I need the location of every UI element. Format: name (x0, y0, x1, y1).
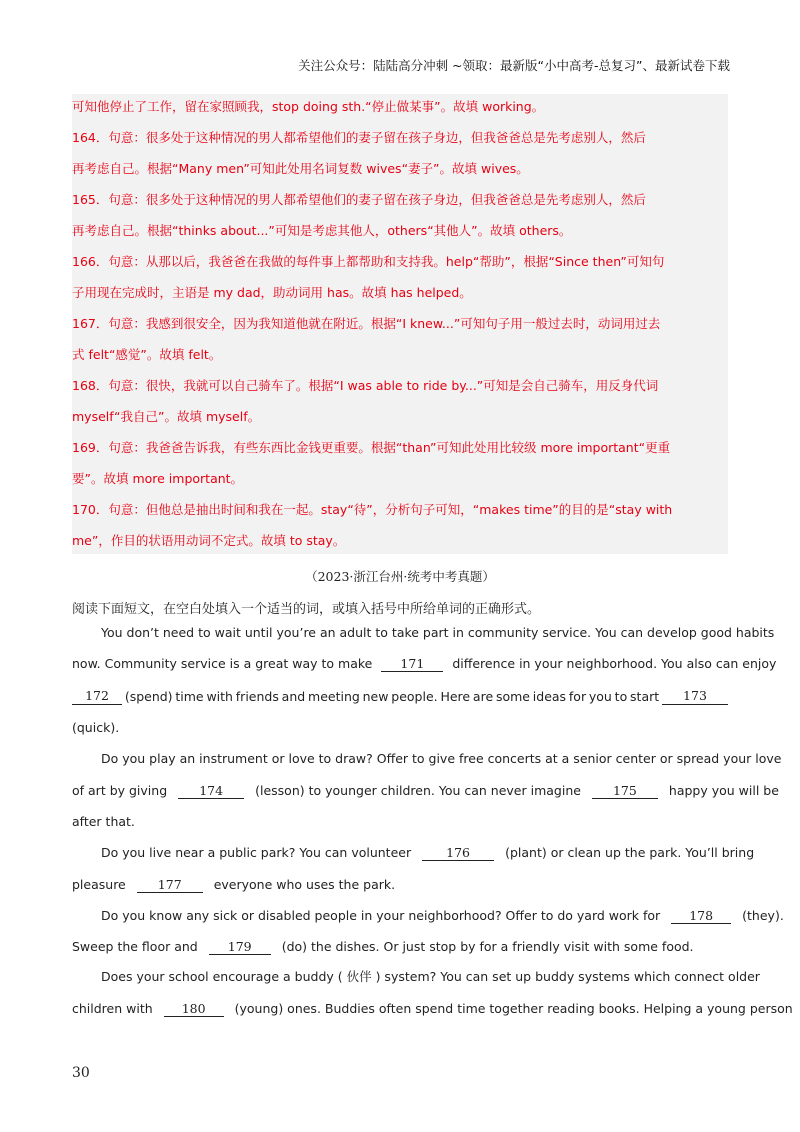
page-header: 关注公众号：陆陆高分冲刺 ~领取：最新版“小中高考-总复习”、最新试卷下载 (298, 58, 730, 73)
passage-text: happy you will be (668, 783, 779, 798)
passage-word: with (206, 689, 233, 704)
passage-word: you (588, 689, 612, 704)
passage-line (101, 845, 755, 861)
passage-word: start (630, 689, 660, 704)
passage-text: (do) the dishes. Or just stop by for a friendly visit with some food. (281, 939, 694, 954)
blank-174[interactable]: 174 (178, 784, 244, 799)
passage-line (72, 877, 728, 893)
answer-line: 式 felt“感觉”。故填 felt。 (72, 347, 222, 362)
answer-line: 169．句意：我爸爸告诉我，有些东西比金钱更重要。根据“than”可知此处用比较级 more important“更重 (72, 440, 671, 455)
answer-line: 要”。故填 more important。 (72, 471, 244, 486)
passage-line: You don’t need to wait until you’re an adult to take part in community service. You can develop good habits (101, 625, 775, 640)
passage-text: (plant) or clean up the park. You’ll bring (505, 845, 755, 860)
passage-line: (quick). (72, 720, 120, 735)
passage-word: friends (235, 689, 279, 704)
answer-line: 166．句意：从那以后，我爸爸在我做的每件事上都帮助和支持我。help“帮助”，根据“Since then”可知句 (72, 254, 665, 269)
passage-word: for (568, 689, 587, 704)
passage-text: pleasure (72, 877, 126, 892)
passage-text: now. Community service is a great way to make (72, 656, 373, 671)
passage-text: Do you live near a public park? You can volunteer (101, 845, 412, 860)
exam-source: （2023·浙江台州·统考中考真题） (305, 569, 495, 584)
passage-line (101, 908, 784, 924)
passage-text: difference in your neighborhood. You also can enjoy (452, 656, 777, 671)
answer-line: 可知他停止了工作，留在家照顾我，stop doing sth.“停止做某事”。故填 working。 (72, 99, 545, 114)
passage-text: (they). (742, 908, 784, 923)
passage-line: Does your school encourage a buddy ( 伙伴 ) system? You can set up buddy systems which connect older (101, 969, 760, 984)
passage-text: Do you know any sick or disabled people in your neighborhood? Offer to do yard work for (101, 908, 661, 923)
blank-172[interactable]: 172 (72, 689, 122, 705)
blank-179[interactable]: 179 (209, 940, 271, 955)
passage-word: Here (440, 689, 471, 704)
passage-word: are (472, 689, 494, 704)
passage-line (72, 783, 779, 799)
passage-text: of art by giving (72, 783, 168, 798)
blank-176[interactable]: 176 (422, 846, 494, 861)
passage-line (72, 689, 728, 705)
answer-line: 165．句意：很多处于这种情况的男人都希望他们的妻子留在孩子身边，但我爸爸总是先考虑别人，然后 (72, 192, 646, 207)
blank-173[interactable]: 173 (662, 689, 728, 705)
passage-line (72, 1001, 793, 1017)
passage-word: to (614, 689, 628, 704)
page-number: 30 (72, 1065, 90, 1081)
blank-180[interactable]: 180 (164, 1002, 224, 1017)
blank-171[interactable]: 171 (381, 657, 443, 672)
answer-line: 170．句意：但他总是抽出时间和我在一起。stay“待”，分析句子可知，“makes time”的目的是“stay with (72, 502, 673, 517)
blank-178[interactable]: 178 (671, 909, 731, 924)
answer-line: 再考虑自己。根据“Many men”可知此处用名词复数 wives“妻子”。故填 wives。 (72, 161, 529, 176)
passage-line: after that. (72, 814, 135, 829)
passage-line: Do you play an instrument or love to draw? Offer to give free concerts at a senior center or spread your love (101, 751, 782, 766)
answer-line: myself“我自己”。故填 myself。 (72, 409, 261, 424)
blank-175[interactable]: 175 (592, 784, 658, 799)
blank-177[interactable]: 177 (137, 878, 203, 893)
answer-line: 164．句意：很多处于这种情况的男人都希望他们的妻子留在孩子身边，但我爸爸总是先考虑别人，然后 (72, 130, 646, 145)
passage-word: some (495, 689, 530, 704)
passage-word: and (281, 689, 306, 704)
passage-text: everyone who uses the park. (213, 877, 396, 892)
answer-line: 子用现在完成时，主语是 my dad，助动词用 has。故填 has helped。 (72, 285, 472, 300)
passage-word: meeting (308, 689, 360, 704)
passage-text: (lesson) to younger children. You can never imagine (255, 783, 581, 798)
passage-word: new (362, 689, 389, 704)
passage-text: (young) ones. Buddies often spend time together reading books. Helping a young person (234, 1001, 793, 1016)
answer-line: 167．句意：我感到很安全，因为我知道他就在附近。根据“I knew...”可知句子用一般过去时，动词用过去 (72, 316, 661, 331)
passage-line (72, 939, 728, 955)
exercise-instruction: 阅读下面短文，在空白处填入一个适当的词，或填入括号中所给单词的正确形式。 (72, 602, 541, 617)
passage-word: time (175, 689, 204, 704)
passage-word: ideas (532, 689, 567, 704)
answer-line: 再考虑自己。根据“thinks about...”可知是考虑其他人，others“其他人”。故填 others。 (72, 223, 572, 238)
passage-line (72, 656, 777, 672)
answer-line: 168．句意：很快，我就可以自己骑车了。根据“I was able to ride by...”可知是会自己骑车，用反身代词 (72, 378, 659, 393)
passage-word: (spend) (124, 689, 173, 704)
passage-text: Sweep the floor and (72, 939, 198, 954)
answer-line: me”，作目的状语用动词不定式。故填 to stay。 (72, 533, 346, 548)
passage-word: people. (391, 689, 438, 704)
passage-text: children with (72, 1001, 153, 1016)
